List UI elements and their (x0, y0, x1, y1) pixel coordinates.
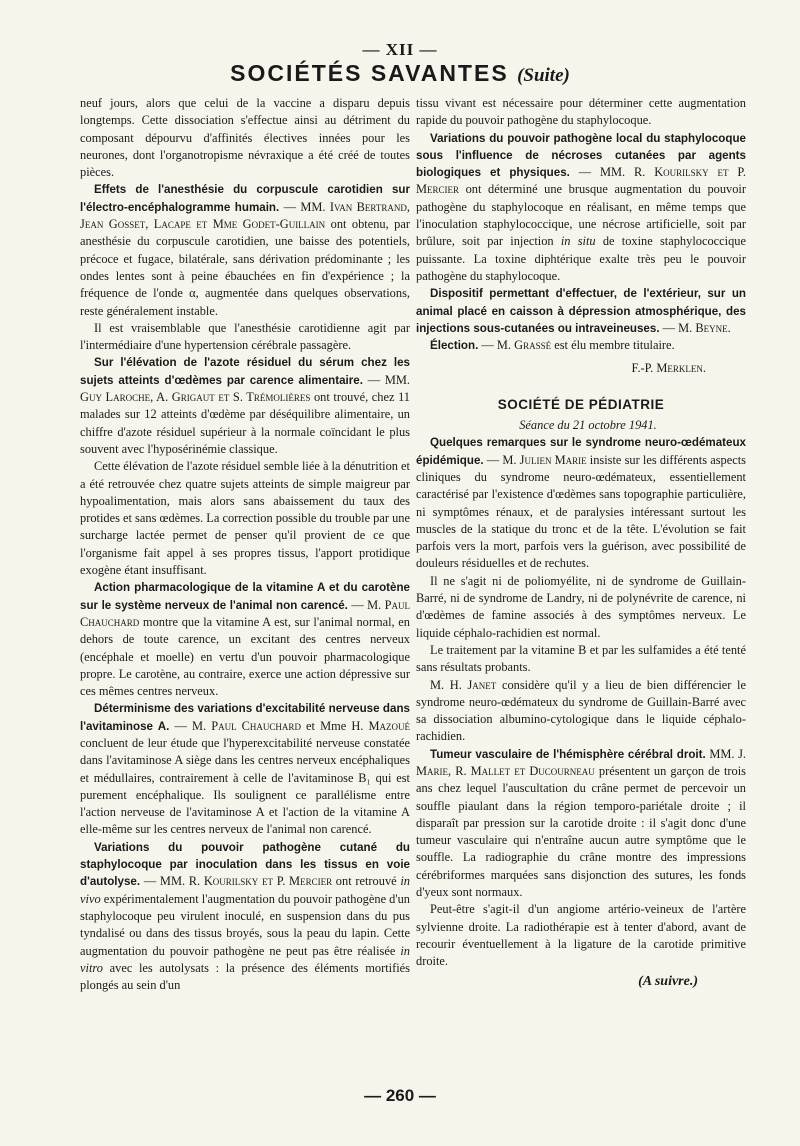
title-text: SOCIÉTÉS SAVANTES (230, 60, 509, 86)
title-suite: (Suite) (517, 65, 570, 86)
signature: F.-P. Merklen. (631, 361, 706, 376)
seance-date: Séance du 21 octobre 1941. (519, 418, 657, 433)
abstract-necroses: Variations du pouvoir pathogène local du staphylocoque sous l'influence de nécroses cutanées par agents biologiques et physiques. — MM. R. Kourilsky et P. Mercier ont déterminé une brusque augmentation du pouvoir pathogène du staphylocoque en réalisant, en même temps que l'inoculation staphylococcique, une nécrose artificielle, soit par brûlure, soit par injection in situ de toxine staphylococcique puissante. La toxine diphtérique exalte très peu le pouvoir pathogène du staphylocoque. (416, 131, 746, 283)
section-title: SOCIÉTÉ DE PÉDIATRIE (497, 396, 665, 412)
abstract-neuro-oedemateux: Quelques remarques sur le syndrome neuro-œdémateux épidémique. — M. Julien Marie insiste sur les différents aspects cliniques du syndrome neuro-œdémateux, essentiellement caractérisé par l'existence d'œdèmes sans topographie particulière, ni symptômes rénaux, et de paralysies intéressant surtout les muscles de la statique du tronc et de la tête. L'évolution se fait parfois vers la mort, parfois vers la guérison, avec possibilité de douleurs résiduelles et de rechutes. (416, 436, 746, 571)
abstract-anesthesie: Effets de l'anesthésie du corpuscule carotidien sur l'électro-encéphalogramme humain. — MM. Ivan Bertrand, Jean Gosset, Lacape et Mme Godet-Guillain ont obtenu, par anesthésie du corpuscule carotidien, une baisse des potentiels, précoce et fugace, bilatérale, sans dérivation prédominante ; les ondes lentes sont à peine ébauchées en fin d'expérience ; la fréquence de l'onde α, augmentée dans quelques observations, reste généralement instable. (80, 183, 410, 318)
page-number: — 260 — (364, 1086, 436, 1105)
abstract-vitamine-a: Action pharmacologique de la vitamine A et du carotène sur le système nerveux de l'animal non carencé. — M. Paul Chauchard montre que la vitamine A est, sur l'animal normal, en dehors de toute carence, un excitant des centres nerveux (encéphale et moelle) en vertu d'un pouvoir pharmacologique propre. Le carotène, au contraire, exerce une action dépressive sur ces mêmes centres nerveux. (80, 581, 410, 699)
abstract-dispositif: Dispositif permettant d'effectuer, de l'extérieur, sur un animal placé en caisson à dépression atmosphérique, des injections sous-cutanées ou intraveineuses. — M. Beyne. (416, 287, 746, 335)
paragraph: Il est vraisemblable que l'anesthésie carotidienne agit par l'intermédiaire d'une hypertension cérébrale passagère. (80, 320, 410, 353)
a-suivre: (A suivre.) (638, 973, 698, 989)
page-roman-numeral: — XII — (362, 40, 438, 59)
abstract-avitaminose: Déterminisme des variations d'excitabilité nerveuse dans l'avitaminose A. — M. Paul Chauchard et Mme H. Mazoué concluent de leur étude que l'hyperexcitabilité nerveuse constatée dans l'avitaminose A siège dans les centres nerveux encéphaliques et médullaires, contrairement à celle de l'avitaminose B₁ qui est purement encéphalique. Ils soulignent ce parallélisme entre l'action nerveuse de l'avitaminose A et l'action de la vitamine A elle-même sur les centres nerveux de l'animal non carencé. (80, 702, 410, 837)
paragraph-janet: M. H. Janet considère qu'il y a lieu de bien différencier le syndrome neuro-œdémateux du syndrome de Guillain-Barré avec sa dissociation albumino-cytologique dans le liquide céphalo-rachidien. (416, 677, 746, 744)
abstract-election: Élection. — M. Grassé est élu membre titulaire. (430, 338, 675, 353)
paragraph: Peut-être s'agit-il d'un angiome artério-veineux de l'artère sylvienne droite. La radiothérapie est à tenter d'abord, avant de recourir éventuellement à la ligature de la carotide primitive droite. (416, 902, 746, 969)
abstract-staphylocoque-autolyse: Variations du pouvoir pathogène cutané du staphylocoque par inoculation dans les tissus en voie d'autolyse. — MM. R. Kourilsky et P. Mercier ont retrouvé in vivo expérimentalement l'augmentation du pouvoir pathogène d'un staphylocoque peu virulent inoculé, en suspension dans du pus tyndalisé ou dans des tissus broyés, sous la peau du lapin. Cette augmentation du pouvoir pathogène ne peut pas être réalisée in vitro avec les autolysats : la présence des éléments mortifiés plongés au sein d'un (80, 840, 410, 993)
left-column (80, 95, 410, 994)
paragraph: tissu vivant est nécessaire pour déterminer cette augmentation rapide du pouvoir pathogène du staphylocoque. (416, 96, 746, 128)
paragraph: Il ne s'agit ni de poliomyélite, ni de syndrome de Guillain-Barré, ni de syndrome de Landry, ni de polynévrite de carence, ni d'œdèmes de famine associés à des symptômes nerveux. Le liquide céphalo-rachidien est normal. (416, 573, 746, 640)
abstract-tumeur-vasculaire: Tumeur vasculaire de l'hémisphère cérébral droit. MM. J. Marie, R. Mallet et Ducourneau présentent un garçon de trois ans chez lequel l'auscultation du crâne permet de percevoir un souffle piaulant dans la région temporo-pariétale droite ; il disparaît par pression sur la carotide droite : il s'agit donc d'une tumeur vasculaire qui n'entraîne aucun autre symptôme que le souffle. La radiographie du crâne montre des impressions cérébriformes marquées sans disjonction des sutures, les fonds d'yeux sont normaux. (416, 746, 747, 900)
abstract-azote: Sur l'élévation de l'azote résiduel du sérum chez les sujets atteints d'œdèmes par carence alimentaire. — MM. Guy Laroche, A. Grigaut et S. Trémolières ont trouvé, chez 11 malades sur 12 atteints d'œdème par déséquilibre alimentaire, un chiffre d'azote résiduel supérieur à la normale coïncidant le plus souvent avec l'hyposérinémie classique. (80, 356, 410, 456)
paragraph: Le traitement par la vitamine B et par les sulfamides a été tenté sans résultats probants. (416, 642, 746, 675)
paragraph: Cette élévation de l'azote résiduel semble liée à la dénutrition et a été retrouvée chez quatre sujets atteints de simple maigreur par hypoalimentation, mais alors sans abaissement du taux des protides et sans œdèmes. La correction possible du trouble par une surcharge lactée permet de penser qu'il provient de ce que l'organisme fait appel à ses propres tissus, l'apport protidique exogène étant insuffisant. (80, 459, 411, 578)
paragraph: neuf jours, alors que celui de la vaccine a disparu depuis longtemps. Cette dissociation s'effectue ainsi au détriment du composant dépourvu d'affinités électives innées pour les neurones, dont l'organotropisme névraxique a été créé de toutes pièces. (80, 96, 410, 180)
right-column (416, 95, 746, 990)
page-title (0, 60, 800, 87)
